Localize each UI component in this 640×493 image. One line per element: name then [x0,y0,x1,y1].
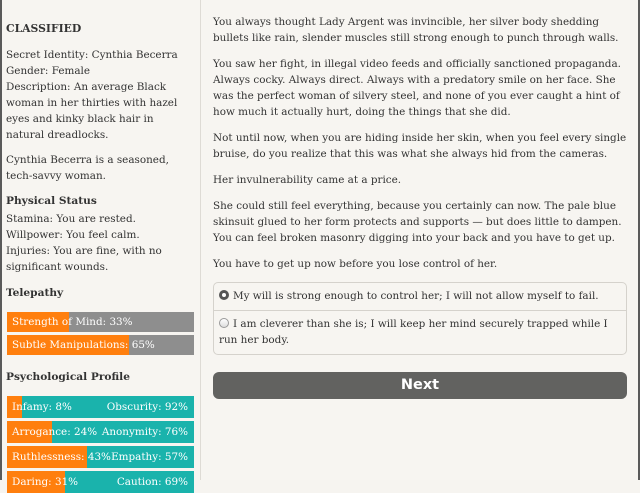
opposed-bar-left-label: Daring: 31% [12,476,79,488]
injuries-status: Injuries: You are fine, with no significant wounds. [6,245,162,273]
opposed-bar-right-label: Caution: 69% [116,476,188,488]
choice-label: I am cleverer than she is; I will keep her mind securely trapped while I run her body. [219,318,608,346]
choice-list [213,282,627,355]
opposed-bar-left-label: Infamy: 8% [12,401,72,413]
story-panel [201,0,638,480]
story-paragraph: You have to get up now before you lose control of her. [213,258,498,270]
next-button[interactable]: Next [213,372,627,399]
gender: Gender: Female [6,65,91,77]
radio-selected-icon[interactable] [219,290,229,300]
story-paragraph: Her invulnerability came at a price. [213,174,402,186]
story-paragraph: You always thought Lady Argent was invincible, her silver body shedding bullets like rain, slender muscles still strong enough to punch through walls. [213,16,619,44]
opposed-bar-arrogance-anonymity [7,421,194,443]
opposed-bar-infamy-obscurity [7,396,194,418]
willpower-status: Willpower: You feel calm. [6,229,140,241]
opposed-bar-daring-caution [7,471,194,493]
opposed-bar-ruthlessness-empathy [7,446,194,468]
choice-option-cleverer[interactable] [214,310,626,354]
stat-bar-label: Subtle Manipulations: 65% [12,339,155,351]
secret-identity: Secret Identity: Cynthia Becerra [6,49,178,61]
physical-status-heading: Physical Status [6,195,97,207]
opposed-bar-left-label: Ruthlessness: 43% [12,451,111,463]
story-paragraph: You saw her fight, in illegal video feeds and officially sanctioned propaganda. Always cocky. Always direct. Always with a predatory smile on her face. She was the perfect woman of silvery steel, and none of you ever caught a hint of how much it actually hurt, doing the things that she did. [213,58,621,118]
psych-profile-heading: Psychological Profile [6,371,130,383]
choice-label: My will is strong enough to control her; I will not allow myself to fail. [233,290,599,302]
character-summary: Cynthia Becerra is a seasoned, tech-savvy woman. [6,154,169,182]
stat-bar-label: Strength of Mind: 33% [12,316,133,328]
identity-block [6,47,194,143]
radio-unselected-icon[interactable] [219,318,229,328]
stats-sidebar [2,0,201,488]
story-paragraph: She could still feel everything, because you certainly can now. The pale blue skinsuit glued to her form protects and supports — but does little to dampen. You can feel broken masonry digging into your back and you have to get up. [213,200,622,244]
stat-bar-subtle-manipulations [7,335,194,355]
stat-bar-strength-of-mind [7,312,194,332]
description: Description: An average Black woman in her thirties with hazel eyes and kinky black hair in natural dreadlocks. [6,81,178,141]
opposed-bar-right-label: Anonymity: 76% [101,426,188,438]
stamina-status: Stamina: You are rested. [6,213,136,225]
story-paragraph: Not until now, when you are hiding inside her skin, when you feel every single bruise, do you realize that this was what she always hid from the cameras. [213,132,627,160]
opposed-bar-right-label: Obscurity: 92% [106,401,188,413]
choice-option-strong-will[interactable] [214,283,626,310]
telepathy-heading: Telepathy [6,287,64,299]
opposed-bar-left-label: Arrogance: 24% [12,426,98,438]
opposed-bar-right-label: Empathy: 57% [111,451,188,463]
physical-status-block [6,211,194,275]
classified-heading: CLASSIFIED [6,22,82,35]
